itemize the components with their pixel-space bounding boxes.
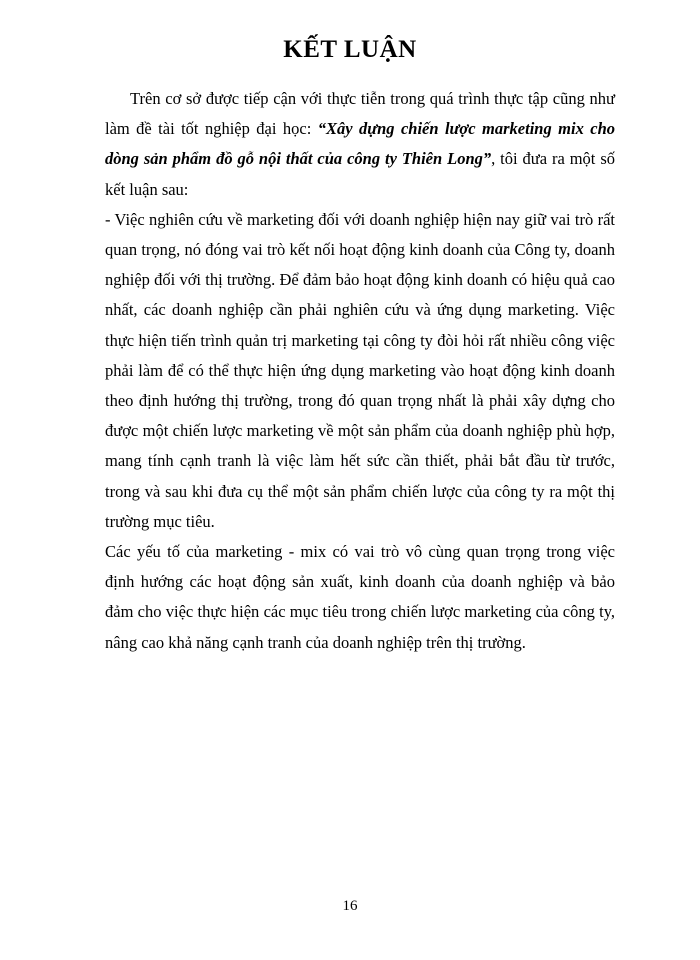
thesis-title: “Xây dựng chiến lược marketing mix cho dòng sản phẩm đồ gỗ nội thất của công ty Thiên Long” [105,119,615,169]
document-body [105,84,615,658]
page-title: KẾT LUẬN [283,36,417,63]
intro-text-after: , tôi đưa ra một số kết luận sau: [105,149,615,199]
page-number: 16 [342,898,358,914]
intro-paragraph [105,84,615,205]
body-paragraph-2: Các yếu tố của marketing - mix có vai trò vô cùng quan trọng trong việc định hướng các hoạt động sản xuất, kinh doanh của doanh nghiệp và bảo đảm cho việc thực hiện các mục tiêu trong chiến lược marketing của công ty, nâng cao khả năng cạnh tranh của doanh nghiệp trên thị trường. [105,542,615,652]
intro-text-before: Trên cơ sở được tiếp cận với thực tiễn trong quá trình thực tập cũng như làm đề tài tốt nghiệp đại học: [105,89,615,139]
body-paragraph-1: - Việc nghiên cứu về marketing đối với doanh nghiệp hiện nay giữ vai trò rất quan trọng, nó đóng vai trò kết nối hoạt động kinh doanh của Công ty, doanh nghiệp đối với thị trường. Để đảm bảo hoạt động kinh doanh có hiệu quả cao nhất, các doanh nghiệp cần phải nghiên cứu và ứng dụng marketing. Việc thực hiện tiến trình quản trị marketing tại công ty đòi hỏi rất nhiều công việc phải làm để có thể thực hiện ứng dụng marketing vào hoạt động kinh doanh theo định hướng thị trường, trong đó quan trọng nhất là phải xây dựng cho được một chiến lược marketing về một sản phẩm của doanh nghiệp phù hợp, mang tính cạnh tranh là việc làm hết sức cần thiết, phải bắt đầu từ trước, trong và sau khi đưa cụ thể một sản phẩm chiến lược của công ty ra một thị trường mục tiêu. [105,209,615,531]
